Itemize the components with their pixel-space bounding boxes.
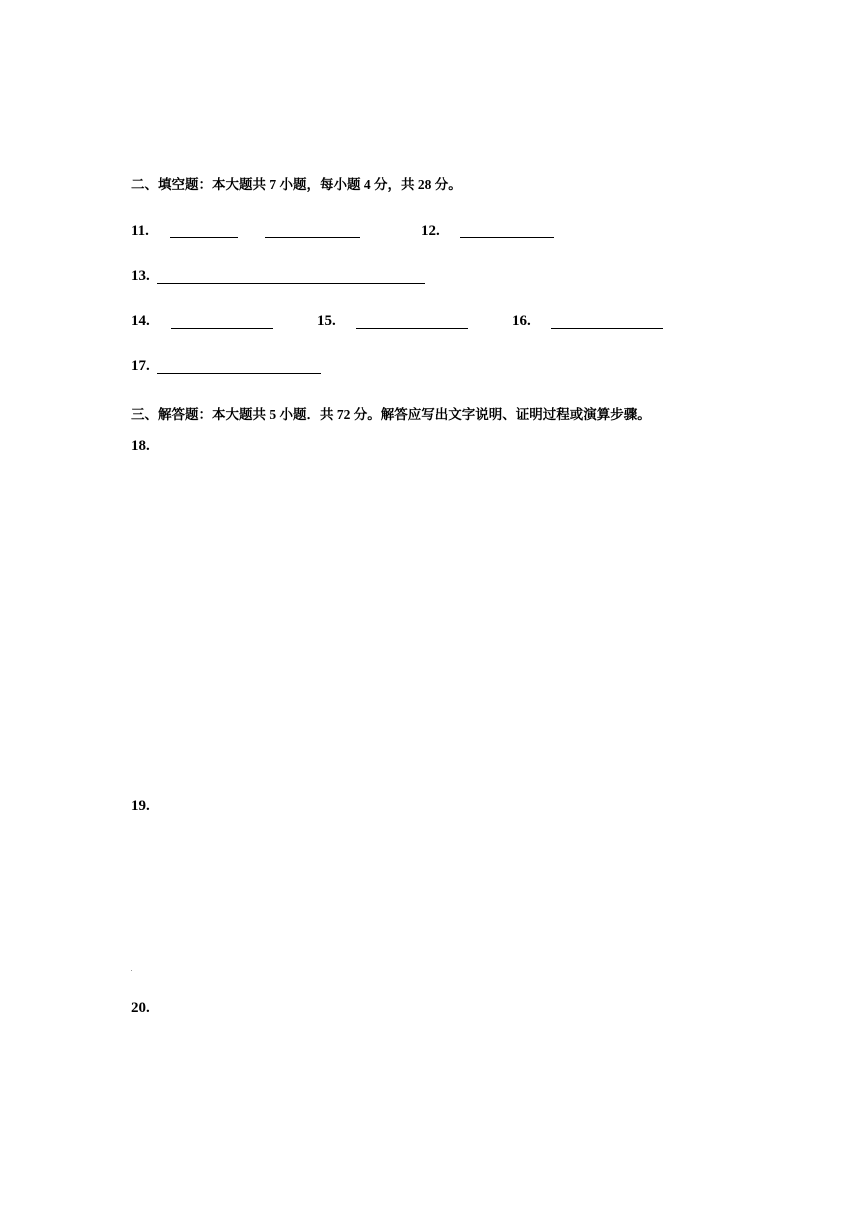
question-19-number: 19. [131, 798, 150, 814]
question-11-blank-1[interactable] [170, 237, 238, 238]
question-15-number: 15. [317, 313, 336, 329]
scan-speck [131, 970, 132, 971]
question-13-blank[interactable] [157, 283, 425, 284]
question-11-blank-2[interactable] [265, 237, 360, 238]
question-12-number: 12. [421, 223, 440, 239]
question-14-blank[interactable] [171, 328, 273, 329]
section-two-heading: 二、填空题：本大题共 7 小题，每小题 4 分，共 28 分。 [131, 177, 462, 192]
question-20-number: 20. [131, 1000, 150, 1016]
question-14-number: 14. [131, 313, 150, 329]
question-16-number: 16. [512, 313, 531, 329]
section-three-heading: 三、解答题：本大题共 5 小题．共 72 分。解答应写出文字说明、证明过程或演算步骤。 [131, 407, 651, 422]
question-12-blank[interactable] [460, 237, 554, 238]
question-11-number: 11. [131, 223, 149, 239]
question-17-number: 17. [131, 358, 150, 374]
question-18-number: 18. [131, 438, 150, 454]
question-15-blank[interactable] [356, 328, 468, 329]
question-16-blank[interactable] [551, 328, 663, 329]
question-17-blank[interactable] [157, 373, 321, 374]
question-13-number: 13. [131, 268, 150, 284]
